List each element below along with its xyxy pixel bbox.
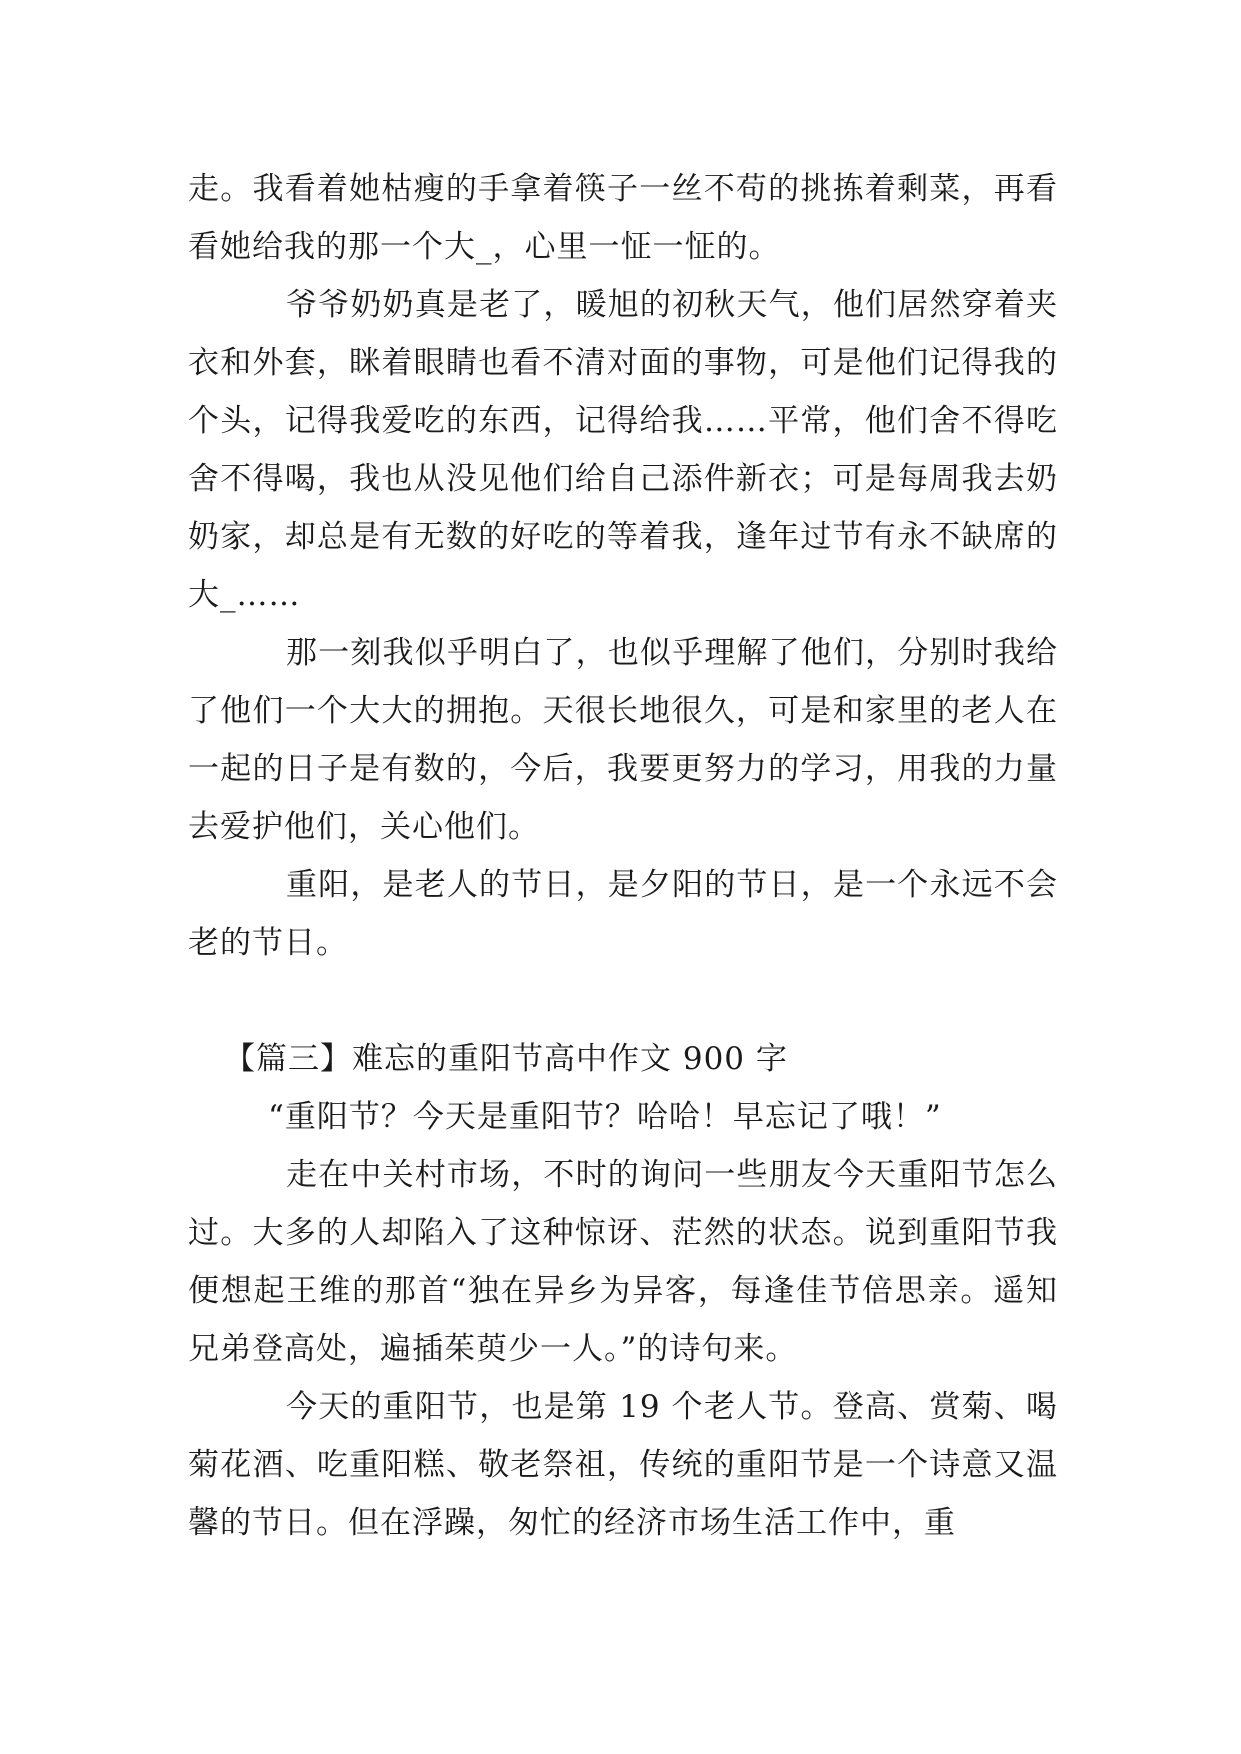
- section-spacer: [188, 972, 1058, 1030]
- paragraph-continuation: 走。我看着她枯瘦的手拿着筷子一丝不苟的挑拣着剩菜，再看看她给我的那一个大_，心里一怔一怔的。: [188, 171, 1058, 265]
- quote-line: “重阳节？今天是重阳节？哈哈！早忘记了哦！”: [268, 1099, 942, 1135]
- paragraph-conclusion: 重阳，是老人的节日，是夕阳的节日，是一个永远不会老的节日。: [188, 867, 1058, 961]
- section-heading: 【篇三】难忘的重阳节高中作文 900 字: [224, 1041, 788, 1077]
- paragraph-hug: 那一刻我似乎明白了，也似乎理解了他们，分别时我给了他们一个大大的拥抱。天很长地很久，可是和家里的老人在一起的日子是有数的，今后，我要更努力的学习，用我的力量去爱护他们，关心他们。: [188, 635, 1058, 845]
- paragraph-grandparents: 爷爷奶奶真是老了，暖旭的初秋天气，他们居然穿着夹衣和外套，眯着眼睛也看不清对面的事物，可是他们记得我的个头，记得我爱吃的东西，记得给我……平常，他们舍不得吃舍不得喝，我也从没见他们给自己添件新衣；可是每周我去奶奶家，却总是有无数的好吃的等着我，逢年过节有永不缺席的大_……: [188, 287, 1058, 613]
- paragraph-zhongguancun: 走在中关村市场，不时的询问一些朋友今天重阳节怎么过。大多的人却陷入了这种惊讶、茫然的状态。说到重阳节我便想起王维的那首“独在异乡为异客，每逢佳节倍思亲。遥知兄弟登高处，遍插茱萸少一人。”的诗句来。: [188, 1157, 1058, 1367]
- body-text: [188, 160, 1058, 1552]
- paragraph-elderly-day: 今天的重阳节，也是第 19 个老人节。登高、赏菊、喝菊花酒、吃重阳糕、敬老祭祖，传统的重阳节是一个诗意又温馨的节日。但在浮躁，匆忙的经济市场生活工作中，重: [188, 1389, 1058, 1541]
